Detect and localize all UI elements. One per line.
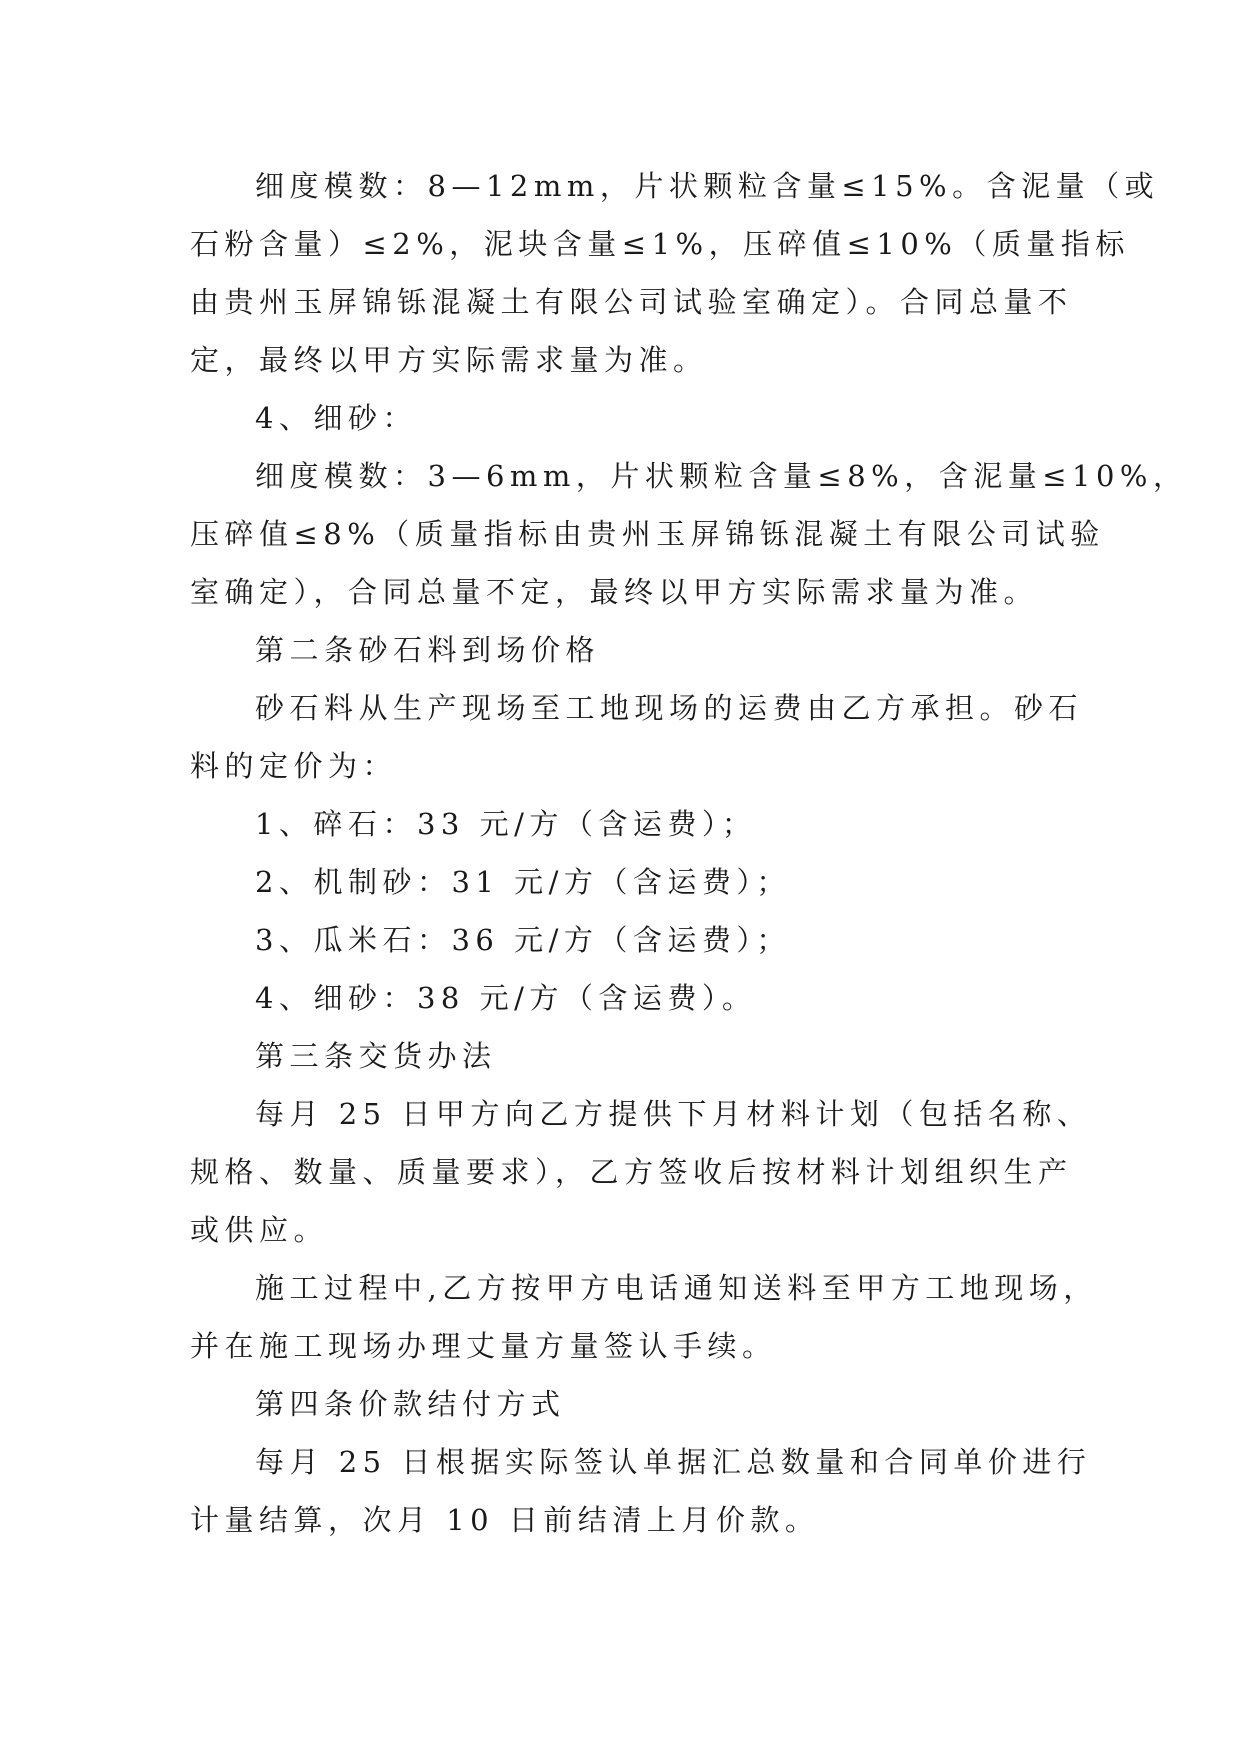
paragraph-line: 计量结算，次月 10 日前结清上月价款。 <box>190 1503 820 1537</box>
price-list-item: 3、瓜米石：36 元/方（含运费）； <box>255 923 791 957</box>
section-heading: 第三条交货办法 <box>255 1039 497 1073</box>
paragraph-line: 或供应。 <box>190 1213 329 1247</box>
paragraph-line: 室确定），合同总量不定，最终以甲方实际需求量为准。 <box>190 575 1039 609</box>
paragraph-line: 定，最终以甲方实际需求量为准。 <box>190 343 708 377</box>
paragraph-line: 砂石料从生产现场至工地现场的运费由乙方承担。砂石 <box>255 691 1084 725</box>
paragraph-line: 料的定价为： <box>190 749 398 783</box>
paragraph-line: 施工过程中,乙方按甲方电话通知送料至甲方工地现场， <box>255 1271 1098 1305</box>
paragraph-line: 细度模数：3—6mm，片状颗粒含量≤8%，含泥量≤10%， <box>255 459 1188 493</box>
list-item-heading: 4、细砂： <box>255 401 417 435</box>
section-heading: 第二条砂石料到场价格 <box>255 633 601 667</box>
paragraph-line: 石粉含量）≤2%，泥块含量≤1%，压碎值≤10%（质量指标 <box>190 227 1130 261</box>
paragraph-line: 由贵州玉屏锦铄混凝土有限公司试验室确定）。合同总量不 <box>190 285 1073 319</box>
paragraph-line: 细度模数：8—12mm，片状颗粒含量≤15%。含泥量（或 <box>255 169 1160 203</box>
paragraph-line: 压碎值≤8%（质量指标由贵州玉屏锦铄混凝土有限公司试验 <box>190 517 1105 551</box>
price-list-item: 1、碎石：33 元/方（含运费）； <box>255 807 757 841</box>
paragraph-line: 每月 25 日甲方向乙方提供下月材料计划（包括名称、 <box>255 1097 1092 1131</box>
paragraph-line: 并在施工现场办理丈量方量签认手续。 <box>190 1329 777 1363</box>
paragraph-line: 规格、数量、质量要求），乙方签收后按材料计划组织生产 <box>190 1155 1073 1189</box>
price-list-item: 4、细砂：38 元/方（含运费）。 <box>255 981 757 1015</box>
section-heading: 第四条价款结付方式 <box>255 1387 566 1421</box>
price-list-item: 2、机制砂：31 元/方（含运费）； <box>255 865 791 899</box>
paragraph-line: 每月 25 日根据实际签认单据汇总数量和合同单价进行 <box>255 1445 1092 1479</box>
